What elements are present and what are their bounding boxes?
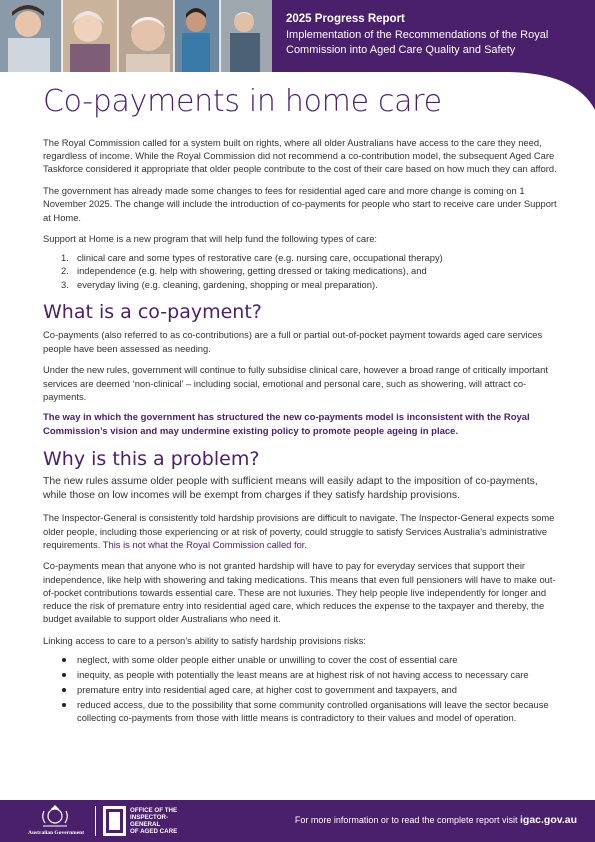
problem-paragraph-2: Co-payments mean that anyone who is not granted hardship will have to pay for everyday services that support their independence, like help with showering and taking medications. This means that even full pensioners will have to make out-of-pocket contributions towards essential care. These are not luxuries. They help people live independently for longer and reduce the risk of premature entry into residential aged care, which reduces the expense to the taxpayer and thereby, the budget available to support older Australians who need it. bbox=[43, 560, 556, 625]
risk-item: reduced access, due to the possibility that some community controlled organisations will leave the sector because collecting co-payments from those with little means is contradictory to their values and model of operation. bbox=[43, 698, 557, 724]
report-subtitle: Implementation of the Recommendations of the Royal Commission into Aged Care Quality and Safety bbox=[286, 29, 549, 56]
intro-paragraph-3: Support at Home is a new program that will help fund the following types of care: bbox=[43, 233, 378, 245]
risk-item: neglect, with some older people either unable or unwilling to cover the cost of essential care bbox=[43, 653, 557, 666]
bullet-icon bbox=[62, 658, 66, 662]
care-type-item: 1. clinical care and some types of restorative care (e.g. nursing care, occupational therapy) bbox=[61, 251, 443, 263]
bullet-icon bbox=[62, 703, 66, 707]
footer-more-info-text: For more information or to read the complete report visit bbox=[294, 815, 518, 825]
igac-logo-text: OFFICE OF THE INSPECTOR- GENERAL OF AGED CARE bbox=[130, 807, 178, 835]
main-content bbox=[43, 84, 557, 726]
risk-item: premature entry into residential aged care, at higher cost to government and taxpayers, and bbox=[43, 683, 557, 696]
problem-lead-paragraph: The new rules assume older people with sufficient means will easily adapt to the imposition of co-payments, while those on low incomes will be exempt from charges if they satisfy hardship provisions. bbox=[43, 475, 538, 501]
australian-government-label: Australian Government bbox=[28, 830, 85, 836]
copayment-paragraph-2: Under the new rules, government will continue to fully subsidise clinical care, however a broad range of critically important services are deemed ‘non-clinical’ – including social, emotional and personal care, such as showering, will attract co-payments. bbox=[43, 364, 548, 402]
care-types-list bbox=[43, 251, 557, 292]
copayment-key-finding: The way in which the government has structured the new co-payments model is inconsistent with the Royal Commission’s vision and may undermine existing policy to promote people ageing in place. bbox=[43, 412, 530, 437]
problem-paragraph-1: The Inspector-General is consistently told hardship provisions are difficult to navigate. The Inspector-General expects some older people, including those experiencing or at risk of poverty, could struggle to satisfy Services Australia’s administrative requirements. This is not what the Royal Commission called for. bbox=[43, 512, 555, 550]
igac-logo bbox=[103, 806, 183, 836]
care-type-item: 3. everyday living (e.g. cleaning, gardening, shopping or meal preparation). bbox=[61, 278, 378, 290]
bullet-icon bbox=[62, 673, 66, 677]
risks-list bbox=[43, 653, 557, 724]
igac-logo-mark-icon bbox=[103, 806, 126, 836]
intro-paragraph-1: The Royal Commission called for a system built on rights, where all older Australians have access to the care they need, regardless of income. While the Royal Commission did not recommend a co-contribution model, the subsequent Aged Care Taskforce considered it appropriate that older people contribute to the cost of their care based on how much they can afford. bbox=[43, 137, 557, 175]
page-title: Co-payments in home care bbox=[43, 84, 442, 119]
royal-commission-note: This is not what the Royal Commission called for. bbox=[102, 538, 308, 550]
problem-paragraph-3: Linking access to care to a person’s ability to satisfy hardship provisions risks: bbox=[43, 634, 366, 646]
copayment-paragraph-1: Co-payments (also referred to as co-contributions) are a full or partial out-of-pocket payment towards aged care services people have been assessed as needing. bbox=[43, 329, 543, 354]
footer-info bbox=[295, 814, 577, 826]
report-title: 2025 Progress Report bbox=[286, 13, 405, 25]
igac-website-link[interactable]: igac.gov.au bbox=[520, 814, 577, 826]
section-heading-copayment: What is a co-payment? bbox=[43, 301, 262, 324]
intro-paragraph-2: The government has already made some changes to fees for residential aged care and more change is coming on 1 November 2025. The change will include the introduction of co-payments for people who start to receive care under Support at Home. bbox=[43, 185, 557, 223]
care-type-item: 2. independence (e.g. help with showering, getting dressed or taking medications), and bbox=[61, 265, 427, 277]
page-footer bbox=[0, 800, 595, 842]
section-heading-problem: Why is this a problem? bbox=[43, 447, 260, 470]
footer-divider bbox=[95, 806, 96, 836]
bullet-icon bbox=[62, 688, 66, 692]
risk-item: inequity, as people with potentially the least means are at highest risk of not having access to necessary care bbox=[43, 668, 557, 681]
